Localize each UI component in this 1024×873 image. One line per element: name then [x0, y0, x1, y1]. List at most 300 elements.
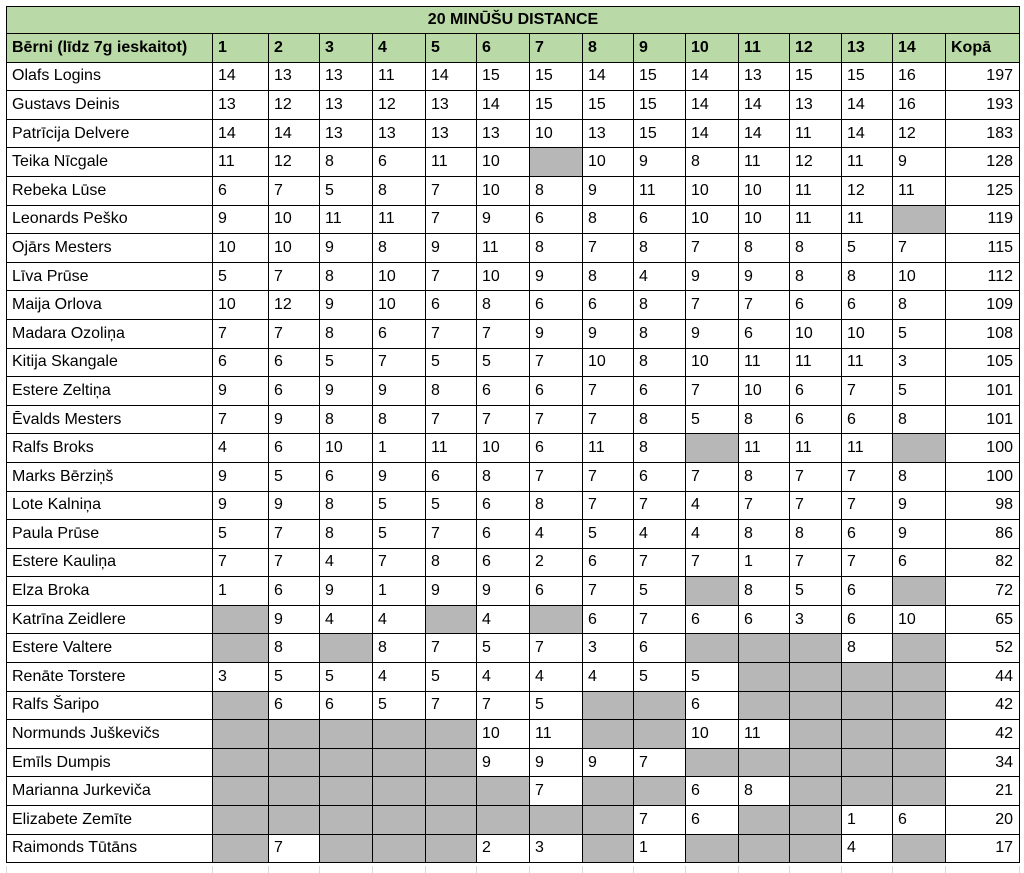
score-cell[interactable]: 11	[426, 148, 477, 177]
participant-name-cell[interactable]: Ēvalds Mesters	[7, 405, 213, 434]
empty-score-cell[interactable]	[893, 205, 946, 234]
score-cell[interactable]: 14	[686, 91, 739, 120]
round-column-header[interactable]: 9	[634, 34, 686, 63]
score-cell[interactable]: 14	[477, 91, 530, 120]
empty-score-cell[interactable]	[373, 834, 426, 863]
score-cell[interactable]: 9	[739, 262, 790, 291]
score-cell[interactable]: 10	[790, 319, 842, 348]
score-cell[interactable]: 7	[634, 748, 686, 777]
empty-score-cell[interactable]	[739, 634, 790, 663]
participant-name-cell[interactable]: Emīls Dumpis	[7, 748, 213, 777]
round-column-header[interactable]: 3	[320, 34, 373, 63]
total-cell[interactable]: 72	[946, 577, 1020, 606]
score-cell[interactable]: 5	[320, 176, 373, 205]
score-cell[interactable]: 14	[269, 119, 320, 148]
score-cell[interactable]: 8	[530, 491, 583, 520]
round-column-header[interactable]: 12	[790, 34, 842, 63]
participant-name-cell[interactable]: Elza Broka	[7, 577, 213, 606]
total-cell[interactable]: 105	[946, 348, 1020, 377]
score-cell[interactable]: 6	[530, 291, 583, 320]
score-cell[interactable]: 8	[320, 148, 373, 177]
round-column-header[interactable]: 10	[686, 34, 739, 63]
score-cell[interactable]: 11	[320, 205, 373, 234]
score-cell[interactable]: 5	[426, 663, 477, 692]
empty-score-cell[interactable]	[530, 148, 583, 177]
score-cell[interactable]: 8	[893, 405, 946, 434]
score-cell[interactable]: 7	[213, 319, 269, 348]
score-cell[interactable]: 7	[634, 491, 686, 520]
score-cell[interactable]: 13	[213, 91, 269, 120]
score-cell[interactable]: 7	[477, 405, 530, 434]
score-cell[interactable]: 8	[373, 176, 426, 205]
score-cell[interactable]: 7	[269, 834, 320, 863]
score-cell[interactable]: 8	[634, 234, 686, 263]
score-cell[interactable]: 4	[842, 834, 893, 863]
score-cell[interactable]: 10	[893, 262, 946, 291]
score-cell[interactable]: 5	[426, 491, 477, 520]
score-cell[interactable]: 7	[477, 319, 530, 348]
empty-score-cell[interactable]	[790, 834, 842, 863]
score-cell[interactable]: 7	[583, 491, 634, 520]
score-cell[interactable]: 6	[320, 462, 373, 491]
score-cell[interactable]: 11	[634, 176, 686, 205]
total-cell[interactable]: 86	[946, 520, 1020, 549]
score-cell[interactable]: 7	[530, 462, 583, 491]
participant-name-cell[interactable]: Normunds Juškevičs	[7, 720, 213, 749]
score-cell[interactable]: 6	[634, 205, 686, 234]
empty-score-cell[interactable]	[477, 806, 530, 835]
total-cell[interactable]: 34	[946, 748, 1020, 777]
score-cell[interactable]: 9	[373, 377, 426, 406]
score-cell[interactable]: 8	[269, 634, 320, 663]
score-cell[interactable]: 5	[320, 348, 373, 377]
empty-score-cell[interactable]	[373, 806, 426, 835]
score-cell[interactable]: 5	[373, 520, 426, 549]
score-cell[interactable]: 7	[373, 548, 426, 577]
score-cell[interactable]: 6	[373, 319, 426, 348]
empty-score-cell[interactable]	[634, 777, 686, 806]
score-cell[interactable]: 6	[842, 605, 893, 634]
score-cell[interactable]: 7	[269, 520, 320, 549]
score-cell[interactable]: 7	[426, 176, 477, 205]
score-cell[interactable]: 5	[373, 691, 426, 720]
empty-score-cell[interactable]	[373, 720, 426, 749]
score-cell[interactable]: 11	[477, 234, 530, 263]
score-cell[interactable]: 11	[739, 434, 790, 463]
score-cell[interactable]: 9	[426, 577, 477, 606]
score-cell[interactable]: 11	[790, 348, 842, 377]
score-cell[interactable]: 5	[269, 462, 320, 491]
score-cell[interactable]: 9	[477, 577, 530, 606]
score-cell[interactable]: 9	[634, 148, 686, 177]
empty-score-cell[interactable]	[842, 720, 893, 749]
round-column-header[interactable]: 5	[426, 34, 477, 63]
empty-score-cell[interactable]	[686, 577, 739, 606]
score-cell[interactable]: 10	[739, 377, 790, 406]
empty-score-cell[interactable]	[426, 806, 477, 835]
empty-score-cell[interactable]	[790, 748, 842, 777]
score-cell[interactable]: 8	[790, 520, 842, 549]
score-cell[interactable]: 9	[893, 520, 946, 549]
score-cell[interactable]: 8	[583, 262, 634, 291]
score-cell[interactable]: 7	[842, 377, 893, 406]
score-cell[interactable]: 7	[583, 234, 634, 263]
participant-name-cell[interactable]: Ralfs Šaripo	[7, 691, 213, 720]
score-cell[interactable]: 15	[530, 91, 583, 120]
score-cell[interactable]: 6	[213, 348, 269, 377]
empty-score-cell[interactable]	[426, 834, 477, 863]
score-cell[interactable]: 8	[893, 291, 946, 320]
score-cell[interactable]: 5	[686, 405, 739, 434]
score-cell[interactable]: 10	[477, 720, 530, 749]
score-cell[interactable]: 3	[530, 834, 583, 863]
table-title[interactable]: 20 MINŪŠU DISTANCE	[7, 7, 1020, 34]
score-cell[interactable]: 9	[320, 577, 373, 606]
score-cell[interactable]: 8	[842, 262, 893, 291]
score-cell[interactable]: 6	[269, 691, 320, 720]
score-cell[interactable]: 8	[739, 520, 790, 549]
score-cell[interactable]: 8	[790, 262, 842, 291]
total-cell[interactable]: 197	[946, 62, 1020, 91]
score-cell[interactable]: 10	[739, 205, 790, 234]
score-cell[interactable]: 2	[477, 834, 530, 863]
empty-score-cell[interactable]	[426, 605, 477, 634]
empty-score-cell[interactable]	[893, 720, 946, 749]
score-cell[interactable]: 7	[477, 691, 530, 720]
score-cell[interactable]: 8	[530, 176, 583, 205]
participant-name-cell[interactable]: Marianna Jurkeviča	[7, 777, 213, 806]
score-cell[interactable]: 13	[477, 119, 530, 148]
empty-score-cell[interactable]	[893, 634, 946, 663]
total-cell[interactable]: 125	[946, 176, 1020, 205]
score-cell[interactable]: 11	[739, 720, 790, 749]
participant-name-cell[interactable]: Rebeka Lūse	[7, 176, 213, 205]
score-cell[interactable]: 7	[530, 777, 583, 806]
empty-score-cell[interactable]	[790, 691, 842, 720]
score-cell[interactable]: 6	[893, 548, 946, 577]
participant-name-cell[interactable]: Ojārs Mesters	[7, 234, 213, 263]
total-cell[interactable]: 52	[946, 634, 1020, 663]
score-cell[interactable]: 4	[373, 663, 426, 692]
score-cell[interactable]: 15	[530, 62, 583, 91]
score-cell[interactable]: 14	[583, 62, 634, 91]
participant-name-cell[interactable]: Paula Prūse	[7, 520, 213, 549]
empty-score-cell[interactable]	[269, 748, 320, 777]
score-cell[interactable]: 9	[269, 491, 320, 520]
score-cell[interactable]: 13	[426, 119, 477, 148]
score-cell[interactable]: 6	[426, 462, 477, 491]
score-cell[interactable]: 11	[426, 434, 477, 463]
total-cell[interactable]: 109	[946, 291, 1020, 320]
score-cell[interactable]: 7	[634, 605, 686, 634]
score-cell[interactable]: 5	[530, 691, 583, 720]
score-cell[interactable]: 10	[477, 148, 530, 177]
score-cell[interactable]: 6	[583, 291, 634, 320]
score-cell[interactable]: 6	[583, 605, 634, 634]
score-cell[interactable]: 15	[790, 62, 842, 91]
score-cell[interactable]: 9	[213, 377, 269, 406]
empty-score-cell[interactable]	[583, 720, 634, 749]
participant-name-cell[interactable]: Marks Bērziņš	[7, 462, 213, 491]
score-cell[interactable]: 6	[426, 291, 477, 320]
score-cell[interactable]: 6	[790, 405, 842, 434]
total-cell[interactable]: 119	[946, 205, 1020, 234]
score-cell[interactable]: 8	[320, 491, 373, 520]
score-cell[interactable]: 11	[790, 176, 842, 205]
score-cell[interactable]: 5	[583, 520, 634, 549]
score-cell[interactable]: 6	[530, 434, 583, 463]
empty-score-cell[interactable]	[477, 777, 530, 806]
score-cell[interactable]: 4	[634, 520, 686, 549]
participant-name-cell[interactable]: Patrīcija Delvere	[7, 119, 213, 148]
score-cell[interactable]: 14	[213, 62, 269, 91]
score-cell[interactable]: 10	[583, 348, 634, 377]
score-cell[interactable]: 14	[686, 62, 739, 91]
score-cell[interactable]: 8	[634, 405, 686, 434]
empty-score-cell[interactable]	[790, 720, 842, 749]
score-cell[interactable]: 10	[739, 176, 790, 205]
participant-name-cell[interactable]: Estere Valtere	[7, 634, 213, 663]
participant-name-cell[interactable]: Elizabete Zemīte	[7, 806, 213, 835]
score-cell[interactable]: 8	[530, 234, 583, 263]
score-cell[interactable]: 5	[893, 319, 946, 348]
round-column-header[interactable]: 14	[893, 34, 946, 63]
score-cell[interactable]: 10	[842, 319, 893, 348]
empty-score-cell[interactable]	[842, 663, 893, 692]
empty-score-cell[interactable]	[213, 720, 269, 749]
score-cell[interactable]: 7	[842, 462, 893, 491]
score-cell[interactable]: 13	[790, 91, 842, 120]
score-cell[interactable]: 15	[477, 62, 530, 91]
total-cell[interactable]: 98	[946, 491, 1020, 520]
score-cell[interactable]: 4	[320, 605, 373, 634]
empty-score-cell[interactable]	[842, 777, 893, 806]
score-cell[interactable]: 4	[583, 663, 634, 692]
score-cell[interactable]: 7	[686, 377, 739, 406]
score-cell[interactable]: 7	[426, 319, 477, 348]
score-cell[interactable]: 6	[269, 377, 320, 406]
score-cell[interactable]: 13	[320, 62, 373, 91]
empty-score-cell[interactable]	[686, 634, 739, 663]
score-cell[interactable]: 7	[426, 634, 477, 663]
score-cell[interactable]: 8	[739, 405, 790, 434]
score-cell[interactable]: 5	[842, 234, 893, 263]
score-cell[interactable]: 6	[477, 520, 530, 549]
score-cell[interactable]: 8	[320, 405, 373, 434]
score-cell[interactable]: 10	[269, 205, 320, 234]
score-cell[interactable]: 14	[686, 119, 739, 148]
score-cell[interactable]: 5	[213, 262, 269, 291]
score-cell[interactable]: 4	[477, 663, 530, 692]
empty-score-cell[interactable]	[790, 777, 842, 806]
empty-score-cell[interactable]	[583, 691, 634, 720]
score-cell[interactable]: 1	[373, 434, 426, 463]
score-cell[interactable]: 4	[686, 491, 739, 520]
score-cell[interactable]: 7	[583, 462, 634, 491]
participant-name-cell[interactable]: Līva Prūse	[7, 262, 213, 291]
score-cell[interactable]: 7	[583, 577, 634, 606]
score-cell[interactable]: 5	[426, 348, 477, 377]
empty-score-cell[interactable]	[530, 605, 583, 634]
score-cell[interactable]: 9	[320, 377, 373, 406]
participant-name-cell[interactable]: Ralfs Broks	[7, 434, 213, 463]
participant-name-cell[interactable]: Raimonds Tūtāns	[7, 834, 213, 863]
empty-score-cell[interactable]	[583, 806, 634, 835]
score-cell[interactable]: 9	[426, 234, 477, 263]
score-cell[interactable]: 13	[269, 62, 320, 91]
score-cell[interactable]: 5	[634, 577, 686, 606]
empty-score-cell[interactable]	[320, 777, 373, 806]
score-cell[interactable]: 8	[426, 548, 477, 577]
score-cell[interactable]: 6	[213, 176, 269, 205]
empty-score-cell[interactable]	[320, 806, 373, 835]
total-cell[interactable]: 65	[946, 605, 1020, 634]
score-cell[interactable]: 7	[790, 462, 842, 491]
score-cell[interactable]: 13	[583, 119, 634, 148]
score-cell[interactable]: 7	[686, 234, 739, 263]
score-cell[interactable]: 7	[634, 806, 686, 835]
total-cell[interactable]: 115	[946, 234, 1020, 263]
participant-name-cell[interactable]: Lote Kalniņa	[7, 491, 213, 520]
empty-score-cell[interactable]	[686, 748, 739, 777]
total-cell[interactable]: 112	[946, 262, 1020, 291]
score-cell[interactable]: 8	[790, 234, 842, 263]
score-cell[interactable]: 6	[269, 434, 320, 463]
participant-name-cell[interactable]: Estere Zeltiņa	[7, 377, 213, 406]
score-cell[interactable]: 5	[893, 377, 946, 406]
total-cell[interactable]: 42	[946, 691, 1020, 720]
score-cell[interactable]: 8	[634, 434, 686, 463]
round-column-header[interactable]: 1	[213, 34, 269, 63]
empty-score-cell[interactable]	[213, 691, 269, 720]
empty-score-cell[interactable]	[320, 634, 373, 663]
participant-name-cell[interactable]: Leonards Peško	[7, 205, 213, 234]
score-cell[interactable]: 1	[739, 548, 790, 577]
score-cell[interactable]: 9	[530, 319, 583, 348]
score-cell[interactable]: 11	[790, 205, 842, 234]
score-cell[interactable]: 8	[739, 577, 790, 606]
score-cell[interactable]: 8	[373, 634, 426, 663]
score-cell[interactable]: 11	[790, 119, 842, 148]
score-cell[interactable]: 11	[842, 434, 893, 463]
score-cell[interactable]: 12	[373, 91, 426, 120]
score-cell[interactable]: 12	[269, 148, 320, 177]
score-cell[interactable]: 11	[842, 348, 893, 377]
score-cell[interactable]: 8	[739, 462, 790, 491]
score-cell[interactable]: 9	[269, 405, 320, 434]
score-cell[interactable]: 11	[893, 176, 946, 205]
score-cell[interactable]: 4	[634, 262, 686, 291]
score-cell[interactable]: 7	[790, 548, 842, 577]
score-cell[interactable]: 6	[842, 520, 893, 549]
score-cell[interactable]: 5	[320, 663, 373, 692]
score-cell[interactable]: 1	[373, 577, 426, 606]
score-cell[interactable]: 6	[373, 148, 426, 177]
score-cell[interactable]: 8	[739, 234, 790, 263]
empty-score-cell[interactable]	[739, 834, 790, 863]
empty-score-cell[interactable]	[739, 691, 790, 720]
score-cell[interactable]: 7	[269, 319, 320, 348]
score-cell[interactable]: 11	[790, 434, 842, 463]
total-cell[interactable]: 20	[946, 806, 1020, 835]
score-cell[interactable]: 6	[477, 491, 530, 520]
score-cell[interactable]: 9	[320, 234, 373, 263]
score-cell[interactable]: 6	[477, 548, 530, 577]
score-cell[interactable]: 7	[686, 291, 739, 320]
score-cell[interactable]: 6	[477, 377, 530, 406]
total-cell[interactable]: 128	[946, 148, 1020, 177]
score-cell[interactable]: 7	[213, 405, 269, 434]
score-cell[interactable]: 9	[213, 491, 269, 520]
score-cell[interactable]: 16	[893, 62, 946, 91]
empty-score-cell[interactable]	[842, 691, 893, 720]
round-column-header[interactable]: 6	[477, 34, 530, 63]
empty-score-cell[interactable]	[893, 777, 946, 806]
score-cell[interactable]: 9	[583, 319, 634, 348]
score-cell[interactable]: 3	[790, 605, 842, 634]
empty-score-cell[interactable]	[213, 777, 269, 806]
score-cell[interactable]: 4	[320, 548, 373, 577]
score-cell[interactable]: 5	[477, 348, 530, 377]
score-cell[interactable]: 8	[842, 634, 893, 663]
empty-score-cell[interactable]	[790, 634, 842, 663]
score-cell[interactable]: 7	[426, 405, 477, 434]
empty-score-cell[interactable]	[373, 748, 426, 777]
score-cell[interactable]: 11	[739, 148, 790, 177]
score-cell[interactable]: 5	[373, 491, 426, 520]
score-cell[interactable]: 10	[373, 291, 426, 320]
total-column-header[interactable]: Kopā	[946, 34, 1020, 63]
round-column-header[interactable]: 8	[583, 34, 634, 63]
score-cell[interactable]: 6	[893, 806, 946, 835]
participant-name-cell[interactable]: Teika Nīcgale	[7, 148, 213, 177]
total-cell[interactable]: 193	[946, 91, 1020, 120]
score-cell[interactable]: 9	[213, 205, 269, 234]
empty-score-cell[interactable]	[686, 434, 739, 463]
score-cell[interactable]: 12	[842, 176, 893, 205]
score-cell[interactable]: 9	[686, 319, 739, 348]
score-cell[interactable]: 6	[583, 548, 634, 577]
round-column-header[interactable]: 7	[530, 34, 583, 63]
score-cell[interactable]: 7	[893, 234, 946, 263]
score-cell[interactable]: 6	[530, 577, 583, 606]
score-cell[interactable]: 8	[739, 777, 790, 806]
participant-name-cell[interactable]: Katrīna Zeidlere	[7, 605, 213, 634]
score-cell[interactable]: 7	[530, 634, 583, 663]
score-cell[interactable]: 12	[269, 291, 320, 320]
total-cell[interactable]: 21	[946, 777, 1020, 806]
score-cell[interactable]: 3	[213, 663, 269, 692]
score-cell[interactable]: 7	[426, 262, 477, 291]
score-cell[interactable]: 6	[320, 691, 373, 720]
score-cell[interactable]: 9	[893, 491, 946, 520]
score-cell[interactable]: 9	[477, 205, 530, 234]
total-cell[interactable]: 42	[946, 720, 1020, 749]
score-cell[interactable]: 5	[634, 663, 686, 692]
total-cell[interactable]: 101	[946, 405, 1020, 434]
score-cell[interactable]: 13	[426, 91, 477, 120]
score-cell[interactable]: 10	[213, 234, 269, 263]
score-cell[interactable]: 15	[634, 91, 686, 120]
score-cell[interactable]: 8	[320, 262, 373, 291]
participant-name-cell[interactable]: Estere Kauliņa	[7, 548, 213, 577]
score-cell[interactable]: 3	[583, 634, 634, 663]
score-cell[interactable]: 11	[213, 148, 269, 177]
score-cell[interactable]: 6	[686, 777, 739, 806]
score-cell[interactable]: 10	[583, 148, 634, 177]
score-cell[interactable]: 3	[893, 348, 946, 377]
score-cell[interactable]: 8	[373, 405, 426, 434]
